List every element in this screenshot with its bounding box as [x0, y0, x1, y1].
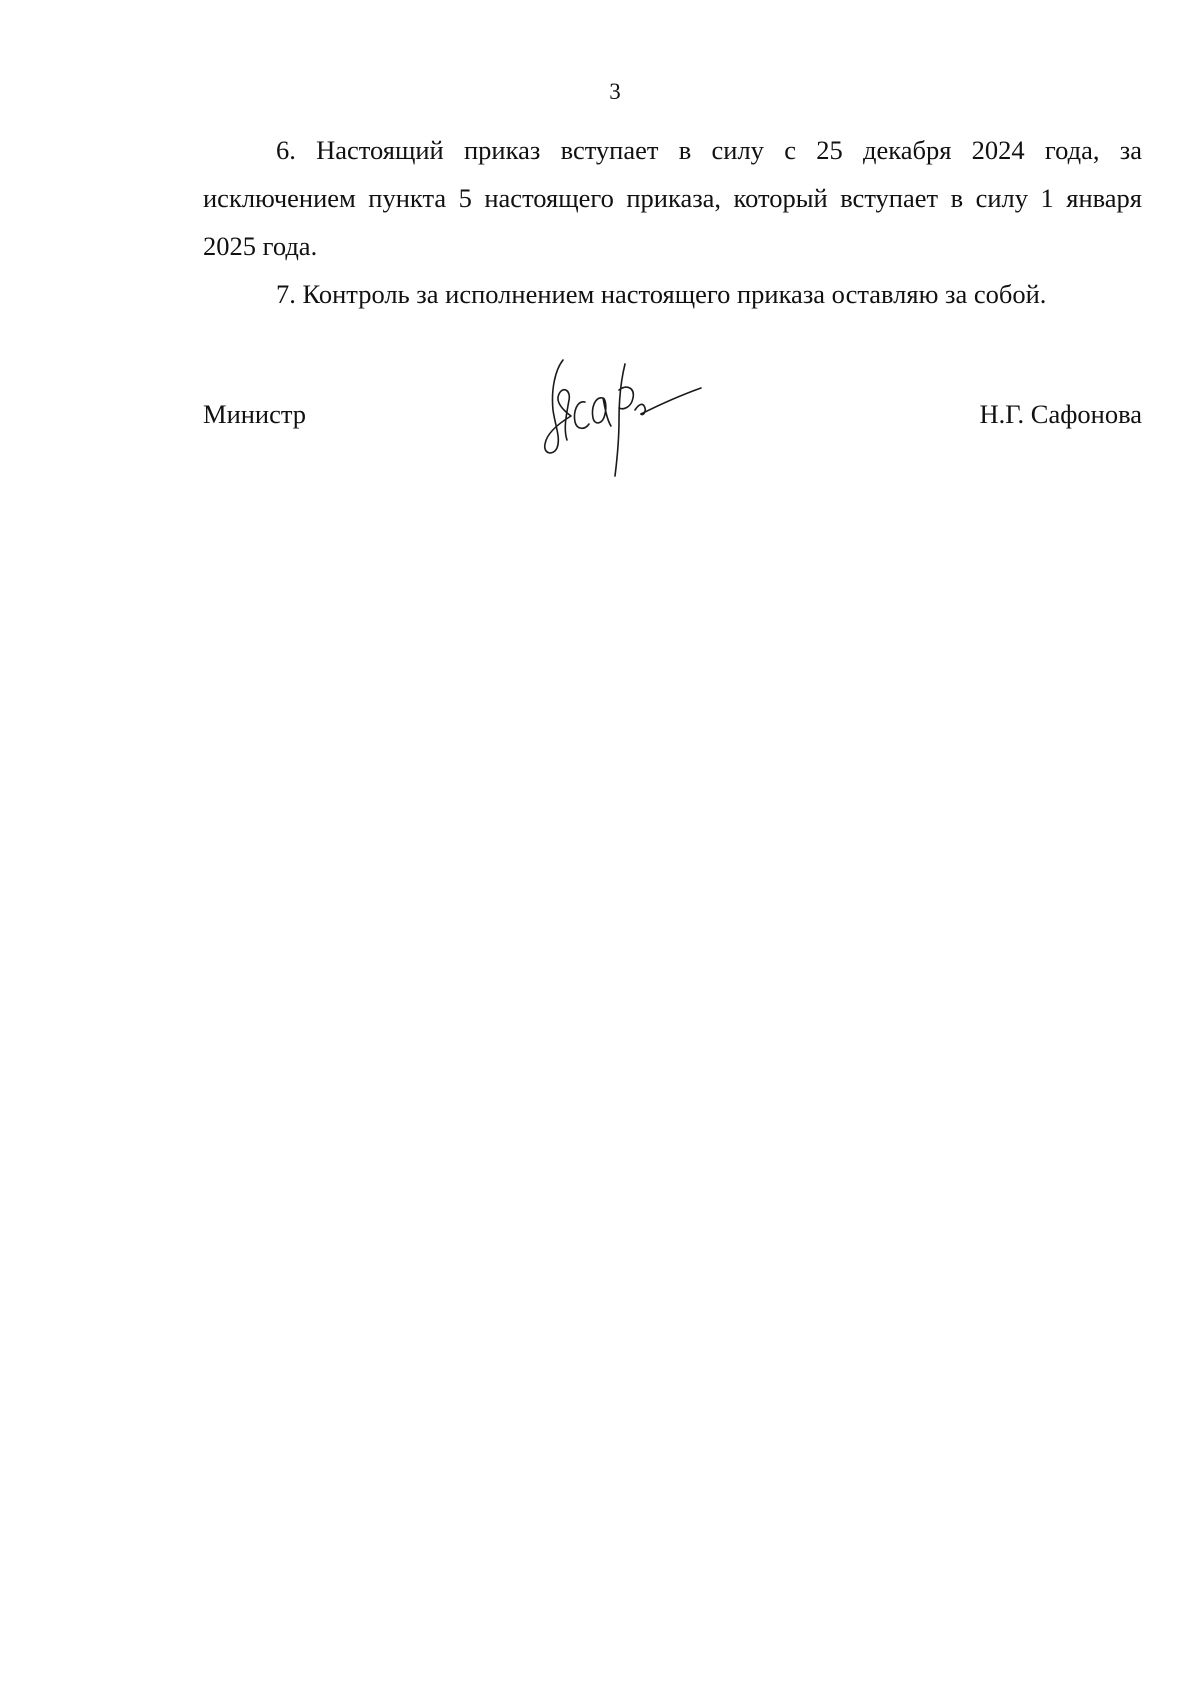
signer-name: Н.Г. Сафонова [979, 399, 1142, 429]
paragraph-6: 6. Настоящий приказ вступает в силу с 25 декабря 2024 года, за исключением пункта 5 настоящего приказа, который вступает в силу 1 января 2025 года. [203, 135, 1142, 261]
page-number: 3 [609, 79, 621, 104]
signature-block [203, 380, 1142, 480]
document-body [203, 126, 1142, 318]
paragraph-7: 7. Контроль за исполнением настоящего приказа оставляю за собой. [276, 279, 1047, 309]
signer-position: Министр [203, 399, 307, 429]
signature-icon [533, 350, 703, 480]
